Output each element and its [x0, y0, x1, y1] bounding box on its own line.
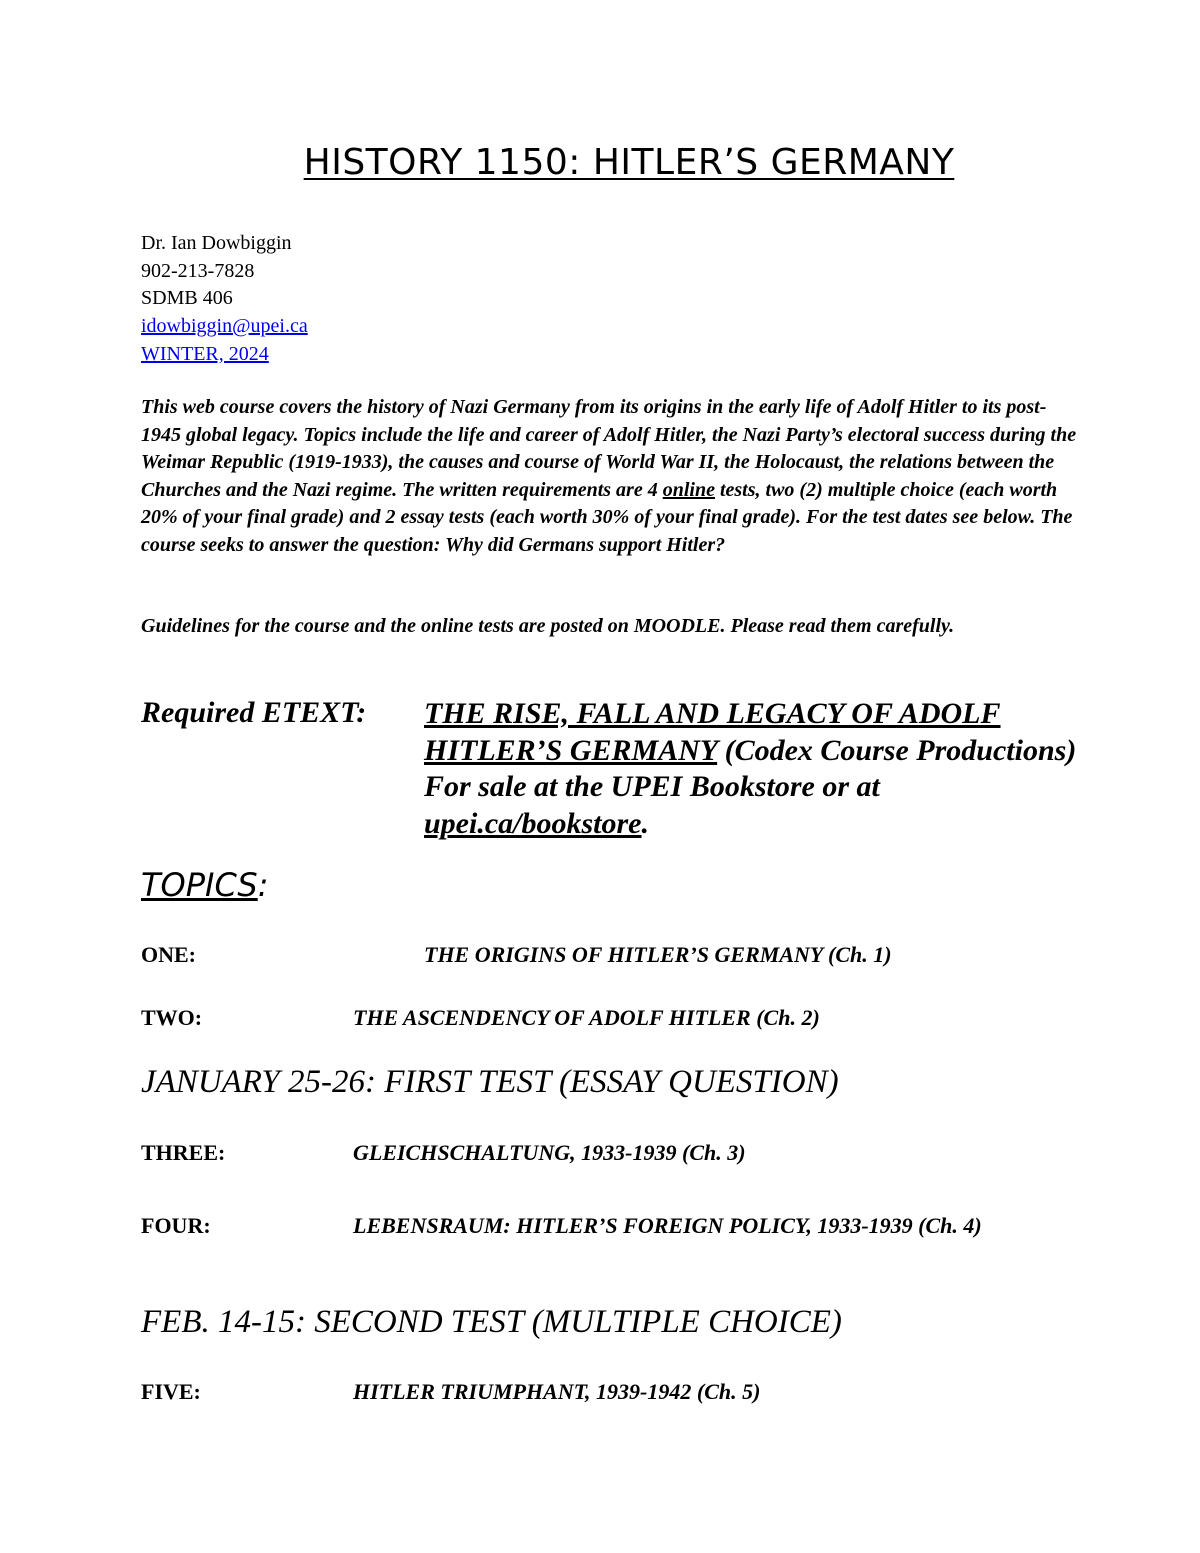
instructor-office: SDMB 406 [141, 287, 233, 309]
etext-label: Required ETEXT: [141, 696, 367, 729]
etext-period: . [641, 806, 649, 840]
description-text-continued: tests, two (2) multiple choice (each worth 20% of your final grade) and 2 essay tests (each worth 30% of your final grade). For the test dates see below. The course seeks to answer the question: Why did Germans support Hitler? [141, 478, 1073, 556]
instructor-name: Dr. Ian Dowbiggin [141, 232, 292, 254]
topic-three-title: GLEICHSCHALTUNG, 1933-1939 (Ch. 3) [353, 1140, 746, 1165]
topic-four-number: FOUR: [141, 1213, 211, 1238]
etext-publisher: (Codex Course Productions) For sale at the UPEI Bookstore or at [424, 733, 1077, 803]
topics-heading [141, 866, 269, 904]
topic-three-number: THREE: [141, 1140, 226, 1165]
topic-five-title: HITLER TRIUMPHANT, 1939-1942 (Ch. 5) [353, 1379, 761, 1404]
guidelines-note: Guidelines for the course and the online tests are posted on MOODLE. Please read them carefully. [141, 615, 955, 637]
topic-one-title: THE ORIGINS OF HITLER’S GERMANY (Ch. 1) [424, 942, 892, 967]
topic-one-number: ONE: [141, 942, 196, 967]
etext-details [424, 696, 1084, 842]
course-description [141, 394, 1081, 560]
etext-book-title: THE RISE, FALL AND LEGACY OF ADOLF HITLER’S GERMANY [424, 697, 1001, 767]
topics-heading-colon: : [257, 866, 269, 904]
term-link[interactable]: WINTER, 2024 [141, 343, 269, 365]
second-test-date: FEB. 14-15: SECOND TEST (MULTIPLE CHOICE) [141, 1304, 842, 1340]
topics-heading-text: TOPICS [141, 866, 258, 904]
description-text: This web course covers the history of Nazi Germany from its origins in the early life of Adolf Hitler to its post-1945 global legacy. Topics include the life and career of Adolf Hitler, the Nazi Party’s electoral success during the Weimar Republic (1919-1933), the causes and course of World War II, the Holocaust, the relations between the Churches and the Nazi regime. The written requirements are 4 [141, 396, 1077, 501]
description-online-emphasis: online [662, 478, 715, 501]
document-title: HISTORY 1150: HITLER’S GERMANY [303, 142, 955, 183]
instructor-email-link[interactable]: idowbiggin@upei.ca [141, 315, 308, 337]
first-test-date: JANUARY 25-26: FIRST TEST (ESSAY QUESTION) [141, 1064, 839, 1100]
instructor-phone: 902-213-7828 [141, 260, 255, 282]
bookstore-link[interactable]: upei.ca/bookstore [424, 806, 642, 840]
topic-four-title: LEBENSRAUM: HITLER’S FOREIGN POLICY, 1933-1939 (Ch. 4) [353, 1213, 982, 1238]
topic-two-number: TWO: [141, 1005, 203, 1030]
topic-five-number: FIVE: [141, 1379, 201, 1404]
topic-two-title: THE ASCENDENCY OF ADOLF HITLER (Ch. 2) [353, 1005, 820, 1030]
